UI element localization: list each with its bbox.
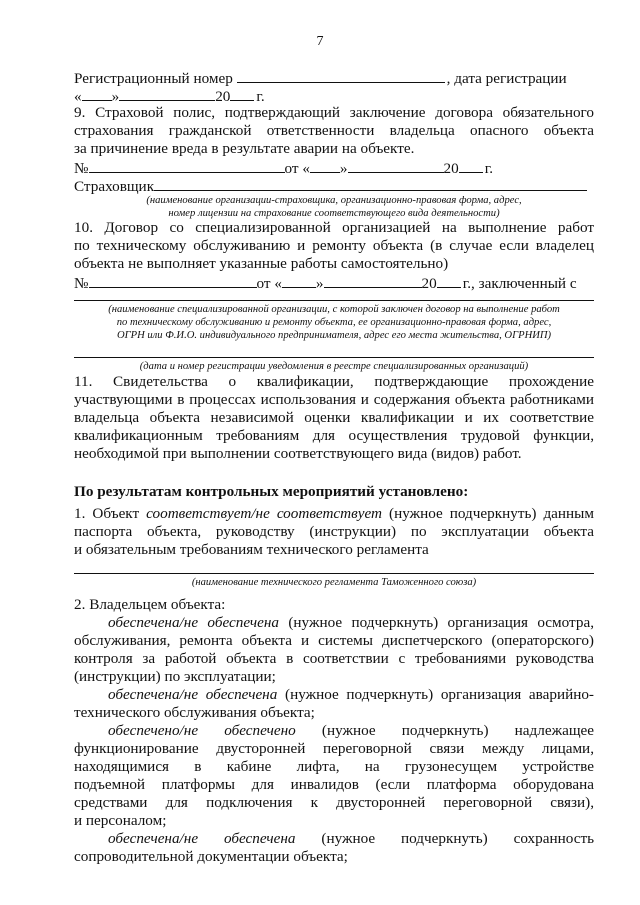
registration-number-blank[interactable]	[237, 68, 445, 83]
registration-date-label: , дата регистрации	[446, 70, 567, 87]
point2c-line3: находящимися в кабине лифта, на грузонесущем устройстве	[74, 758, 594, 775]
point2d-line2: сопроводительной документации объекта;	[74, 848, 348, 865]
point2c-line6: и персоналом;	[74, 812, 167, 829]
point2a-line2: обслуживания, ремонта объекта и системы диспетчерского (операторского)	[74, 632, 594, 649]
point1-line2: паспорта объекта, руководству (инструкции) по эксплуатации объекта	[74, 523, 594, 540]
point2a-choice[interactable]: обеспечена/не обеспечена	[108, 614, 279, 631]
item11-line5: необходимой при выполнении соответствующего вида (видов) работ.	[74, 445, 522, 462]
year-suffix: г.	[484, 160, 494, 177]
contract-year-blank[interactable]	[437, 273, 461, 288]
point2b-line1	[108, 686, 594, 704]
insurer-caption-2: номер лицензии на страхование соответствующего вида деятельности)	[168, 208, 500, 219]
insurer-line	[74, 176, 594, 196]
point1-prefix: 1. Объект	[74, 505, 147, 522]
point2b-text: (нужное подчеркнуть) организация аварийно-	[277, 686, 594, 703]
month-blank[interactable]	[119, 86, 215, 101]
day-blank[interactable]	[82, 86, 112, 101]
item11-line4: квалификационным требованиям для осуществления трудовой функции,	[74, 427, 594, 444]
policy-month-blank[interactable]	[348, 158, 444, 173]
organization-blank[interactable]	[74, 300, 594, 301]
point2a-line1	[108, 614, 594, 632]
quote-open: «	[74, 88, 82, 105]
point2b-choice[interactable]: обеспечена/не обеспечена	[108, 686, 278, 703]
from-label: от «	[284, 160, 310, 177]
insurer-label: Страховщик	[74, 178, 155, 195]
point2d-line1	[108, 830, 594, 848]
point2c-text: (нужное подчеркнуть) надлежащее	[295, 722, 594, 739]
item9-line2: страхования гражданской ответственности владельца опасного объекта	[74, 122, 594, 139]
item9-line3: за причинение вреда в результате аварии на объекте.	[74, 140, 415, 157]
contract-day-blank[interactable]	[282, 273, 316, 288]
number-sign: №	[74, 275, 89, 292]
year-suffix: г.	[256, 88, 265, 105]
regulation-blank[interactable]	[74, 573, 594, 574]
point2-heading: 2. Владельцем объекта:	[74, 596, 226, 613]
year-prefix: 20	[215, 88, 231, 105]
quote-close: »	[315, 275, 324, 292]
page-number: 7	[316, 34, 324, 49]
results-heading: По результатам контрольных мероприятий установлено:	[74, 483, 469, 500]
point2d-text: (нужное подчеркнуть) сохранность	[295, 830, 595, 847]
registration-date-line	[74, 86, 594, 106]
point2c-choice[interactable]: обеспечено/не обеспечено	[108, 722, 296, 739]
point2b-line2: технического обслуживания объекта;	[74, 704, 315, 721]
contracted-with-label: г., заключенный с	[462, 275, 577, 292]
from-label: от «	[256, 275, 282, 292]
registry-blank[interactable]	[74, 357, 594, 358]
year-prefix: 20	[421, 275, 437, 292]
point1-line1	[74, 505, 594, 523]
item11-line3: владельца объекта независимой оценки квалификации и их соответствие	[74, 409, 594, 426]
point1-choice[interactable]: соответствует/не соответствует	[146, 505, 382, 522]
contract-month-blank[interactable]	[324, 273, 422, 288]
point2c-line1	[108, 722, 594, 740]
insurer-blank[interactable]	[154, 176, 587, 191]
point2c-line4: подъемной платформы для инвалидов (если платформа оборудована	[74, 776, 594, 793]
policy-number-blank[interactable]	[89, 158, 285, 173]
organization-caption-1: (наименование специализированной организации, с которой заключен договор на выполнение работ	[108, 304, 560, 315]
organization-caption-3: ОГРН или Ф.И.О. индивидуального предпринимателя, адрес его места жительства, ОГРНИП)	[116, 330, 552, 341]
item10-contract-line	[74, 273, 594, 293]
organization-caption-2: по техническому обслуживанию и ремонту объекта, ее организационно-правовая форма, адрес,	[116, 317, 552, 328]
registry-caption: (дата и номер регистрации уведомления в реестре специализированных организаций)	[139, 361, 529, 372]
item11-line2: участвующими в процессах использования и содержания объекта работниками	[74, 391, 594, 408]
year-blank[interactable]	[230, 86, 254, 101]
point2a-text: (нужное подчеркнуть) организация осмотра,	[279, 614, 594, 631]
item10-line2: по техническому обслуживанию и ремонту объекта (в случае если владелец	[74, 237, 594, 254]
registration-line	[74, 68, 594, 88]
item9-policy-line	[74, 158, 594, 178]
year-prefix: 20	[443, 160, 459, 177]
number-sign: №	[74, 160, 89, 177]
regulation-caption: (наименование технического регламента Таможенного союза)	[191, 577, 477, 588]
item10-line3: объекта не выполняет указанные работы самостоятельно)	[74, 255, 449, 272]
point2a-line4: (инструкции) по эксплуатации;	[74, 668, 276, 685]
point1-suffix: (нужное подчеркнуть) данным	[382, 505, 594, 522]
policy-day-blank[interactable]	[310, 158, 340, 173]
point2a-line3: контроля за работой объекта в соответствии с требованиями руководства	[74, 650, 594, 667]
point2c-line5: средствами для подключения к двусторонней переговорной связи),	[74, 794, 594, 811]
point1-line3: и обязательным требованиям технического регламента	[74, 541, 429, 558]
point2d-choice[interactable]: обеспечена/не обеспечена	[108, 830, 296, 847]
policy-year-blank[interactable]	[459, 158, 483, 173]
item9-line1: 9. Страховой полис, подтверждающий заключение договора обязательного	[74, 104, 594, 121]
quote-close: »	[111, 88, 120, 105]
point2c-line2: функционирование двусторонней переговорной связи между лицами,	[74, 740, 594, 757]
quote-close: »	[339, 160, 348, 177]
contract-number-blank[interactable]	[89, 273, 257, 288]
insurer-caption-1: (наименование организации-страховщика, организационно-правовая форма, адрес,	[146, 195, 522, 206]
item10-line1: 10. Договор со специализированной организацией на выполнение работ	[74, 219, 594, 236]
item11-line1: 11. Свидетельства о квалификации, подтверждающие прохождение	[74, 373, 594, 390]
registration-label: Регистрационный номер	[74, 70, 233, 87]
